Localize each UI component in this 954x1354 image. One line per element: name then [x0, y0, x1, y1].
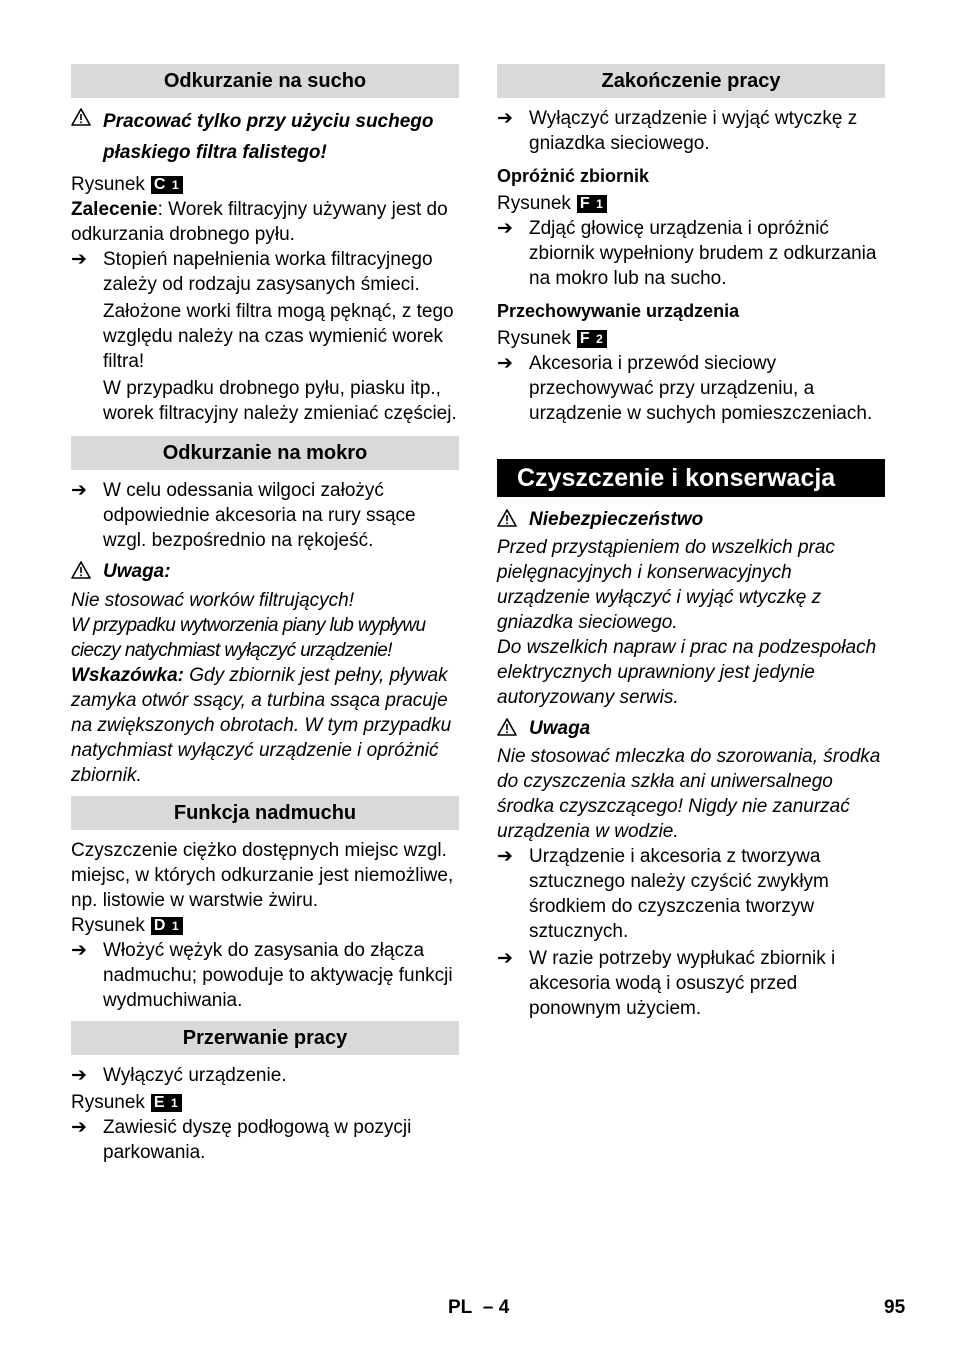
arrow-right-icon: ➔: [497, 218, 513, 239]
wet-step-1: ➔ W celu odessania wilgoci założyć odpowiednie akcesoria na rury ssące wzgl. bezpośrednio na rękojeść.: [71, 480, 416, 551]
blow-description: Czyszczenie ciężko dostępnych miejsc wzgl. miejsc, w których odkurzanie jest niemożliwe, np. listowie w warstwie żwiru.: [71, 840, 454, 911]
footer-language-page: PL – 4: [448, 1297, 510, 1318]
warning-icon: [71, 106, 103, 131]
arrow-right-icon: ➔: [497, 108, 513, 129]
section-title-end-work: Zakończenie pracy: [497, 64, 885, 98]
figure-ref-d1: Rysunek D 1: [71, 913, 459, 938]
arrow-right-icon: ➔: [71, 1065, 87, 1086]
arrow-right-icon: ➔: [71, 480, 87, 501]
danger-paragraph-1: Przed przystąpieniem do wszelkich prac pielęgnacyjnych i konserwacyjnych urządzenie wyłączyć i wyjąć wtyczkę z gniazdka sieciowego.: [497, 537, 835, 633]
dry-step-1: ➔ Stopień napełnienia worka filtracyjnego zależy od rodzaju zasysanych śmieci.: [71, 249, 433, 295]
section-title-interrupt-work: Przerwanie pracy: [71, 1021, 459, 1055]
dry-step-1-note: Założone worki filtra mogą pęknąć, z tego względu należy na czas wymienić worek filtra!: [103, 301, 454, 372]
caution-head: Uwaga: [497, 716, 885, 741]
danger-head: Niebezpieczeństwo: [497, 507, 885, 532]
danger-paragraph-2: Do wszelkich napraw i prac na podzespołach elektrycznych uprawniony jest jedynie autoryzowany serwis.: [497, 637, 877, 708]
figure-ref-f2: Rysunek F 2: [497, 326, 885, 351]
interrupt-step-2: ➔ Zawiesić dyszę podłogową w pozycji parkowania.: [71, 1117, 412, 1163]
warning-icon: [497, 507, 529, 532]
warning-icon: [71, 559, 103, 584]
interrupt-step-1: ➔ Wyłączyć urządzenie.: [71, 1065, 287, 1086]
subheading-storage: Przechowywanie urządzenia: [497, 301, 740, 321]
figure-badge: E 1: [151, 1094, 182, 1112]
dry-warning-text: Pracować tylko przy użyciu suchego płaskiego filtra falistego!: [103, 111, 434, 163]
cleaning-step-1: ➔ Urządzenie i akcesoria z tworzywa sztucznego należy czyścić zwykłym środkiem do czyszczenia tworzyw sztucznych.: [497, 846, 829, 942]
end-step-3: ➔ Akcesoria i przewód sieciowy przechowywać przy urządzeniu, a urządzenie w suchych pomieszczeniach.: [497, 353, 873, 424]
cleaning-step-2: ➔ W razie potrzeby wypłukać zbiornik i akcesoria wodą i osuszyć przed ponownym użyciem.: [497, 948, 836, 1019]
figure-badge: F 2: [577, 330, 607, 348]
blow-step-1: ➔ Włożyć wężyk do zasysania do złącza nadmuchu; powoduje to aktywację funkcji wydmuchiwania.: [71, 940, 453, 1011]
dry-step-1-note-2: W przypadku drobnego pyłu, piasku itp., worek filtracyjny należy zmieniać częściej.: [103, 378, 457, 424]
arrow-right-icon: ➔: [497, 948, 513, 969]
warning-icon: [497, 716, 529, 741]
right-column: [497, 64, 885, 1021]
end-step-2: ➔ Zdjąć głowicę urządzenia i opróżnić zbiornik wypełniony brudem z odkurzania na mokro lub na sucho.: [497, 218, 877, 289]
wet-warning-line-1: Nie stosować worków filtrujących!: [71, 590, 354, 611]
wet-warning-head: Uwaga:: [71, 559, 459, 584]
arrow-right-icon: ➔: [71, 1117, 87, 1138]
wet-warning-line-2: W przypadku wytworzenia piany lub wypływu cieczy natychmiast wyłączyć urządzenie!: [71, 615, 426, 661]
page-number: 95: [884, 1297, 906, 1318]
figure-badge: C 1: [151, 176, 183, 194]
section-title-blow-function: Funkcja nadmuchu: [71, 796, 459, 830]
arrow-right-icon: ➔: [497, 353, 513, 374]
figure-ref-e1: Rysunek E 1: [71, 1090, 459, 1115]
left-column: [71, 64, 459, 1165]
wet-hint: Wskazówka: Gdy zbiornik jest pełny, pływak zamyka otwór ssący, a turbina ssąca pracuje na zwiększonych obrotach. W tym przypadku natychmiast wyłączyć urządzenie i opróżnić zbiornik.: [71, 665, 452, 786]
end-step-1: ➔ Wyłączyć urządzenie i wyjąć wtyczkę z gniazdka sieciowego.: [497, 108, 858, 154]
figure-ref-f1: Rysunek F 1: [497, 191, 885, 216]
figure-badge: F 1: [577, 195, 607, 213]
figure-badge: D 1: [151, 917, 183, 935]
arrow-right-icon: ➔: [71, 940, 87, 961]
caution-text: Nie stosować mleczka do szorowania, środka do czyszczenia szkła ani uniwersalnego środka czyszczącego! Nigdy nie zanurzać urządzenia w wodzie.: [497, 746, 881, 842]
recommendation: Zalecenie: Worek filtracyjny używany jest do odkurzania drobnego pyłu.: [71, 199, 448, 245]
arrow-right-icon: ➔: [497, 846, 513, 867]
section-title-wet-vacuuming: Odkurzanie na mokro: [71, 436, 459, 470]
chapter-title-cleaning-maintenance: Czyszczenie i konserwacja: [497, 459, 885, 497]
dry-warning: [71, 106, 459, 168]
subheading-empty-tank: Opróżnić zbiornik: [497, 166, 650, 186]
section-title-dry-vacuuming: Odkurzanie na sucho: [71, 64, 459, 98]
figure-ref-c1: Rysunek C 1: [71, 172, 459, 197]
arrow-right-icon: ➔: [71, 249, 87, 270]
